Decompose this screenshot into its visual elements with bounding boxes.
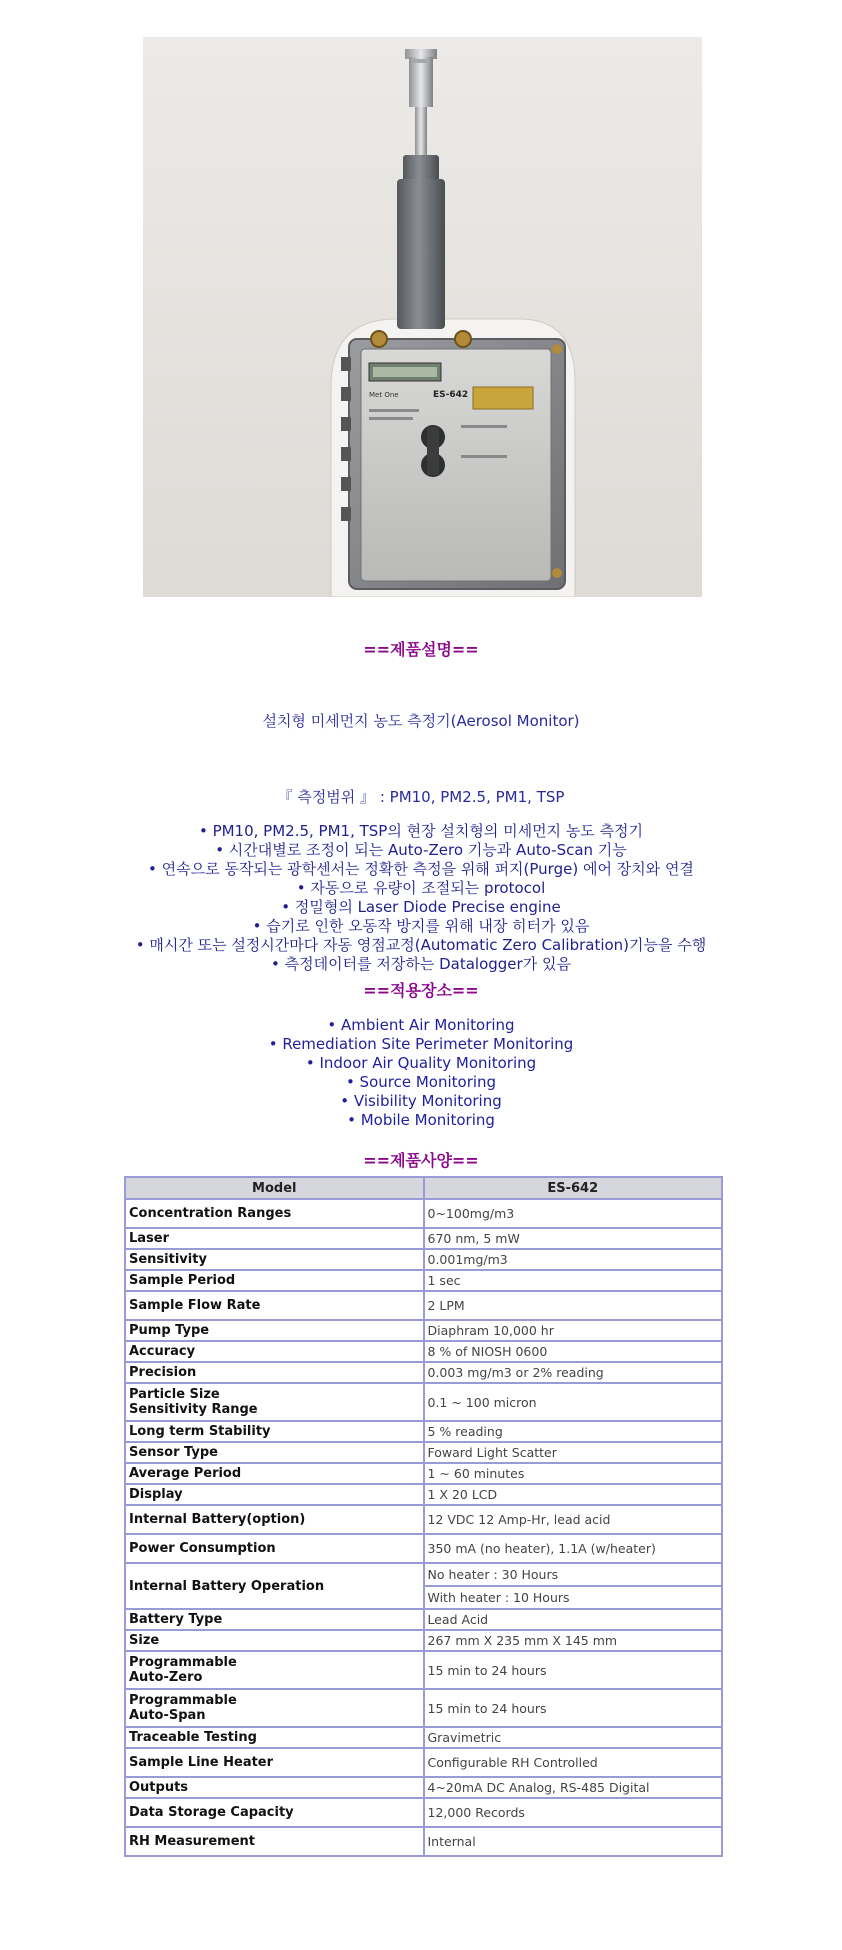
- spec-value: 15 min to 24 hours: [424, 1689, 723, 1727]
- spec-key: Accuracy: [125, 1341, 424, 1362]
- spec-value: 1 X 20 LCD: [424, 1484, 723, 1505]
- product-photo: [143, 37, 702, 597]
- spec-key: Traceable Testing: [125, 1727, 424, 1748]
- spec-value: 5 % reading: [424, 1421, 723, 1442]
- spec-row: [125, 1563, 722, 1586]
- product-name: 설치형 미세먼지 농도 측정기(Aerosol Monitor): [262, 712, 580, 730]
- spec-row: [125, 1651, 722, 1689]
- spec-table: [124, 1176, 723, 1857]
- feature-item: • 측정데이터를 저장하는 Datalogger가 있음: [271, 955, 571, 973]
- feature-item: • 매시간 또는 설정시간마다 자동 영점교정(Automatic Zero Calibration)기능을 수행: [135, 936, 707, 954]
- feature-item: • 시간대별로 조정이 되는 Auto-Zero 기능과 Auto-Scan 기능: [215, 841, 627, 859]
- spec-row: [125, 1609, 722, 1630]
- spec-value: Foward Light Scatter: [424, 1442, 723, 1463]
- spec-value: 1 ~ 60 minutes: [424, 1463, 723, 1484]
- spec-value: 12 VDC 12 Amp-Hr, lead acid: [424, 1505, 723, 1534]
- spec-key: Particle Size Sensitivity Range: [125, 1383, 424, 1421]
- spec-value: 0~100mg/m3: [424, 1199, 723, 1228]
- feature-item: • 정밀형의 Laser Diode Precise engine: [281, 898, 561, 916]
- spec-value: 15 min to 24 hours: [424, 1651, 723, 1689]
- device-model-label: ES-642: [433, 390, 469, 400]
- spec-row: [125, 1484, 722, 1505]
- spec-key: Concentration Ranges: [125, 1199, 424, 1228]
- spec-row: [125, 1689, 722, 1727]
- spec-key: Size: [125, 1630, 424, 1651]
- spec-value: 0.1 ~ 100 micron: [424, 1383, 723, 1421]
- application-item: • Indoor Air Quality Monitoring: [305, 1054, 537, 1072]
- spec-row: [125, 1534, 722, 1563]
- application-item: • Source Monitoring: [345, 1073, 497, 1091]
- spec-value: 8 % of NIOSH 0600: [424, 1341, 723, 1362]
- spec-key: Programmable Auto-Span: [125, 1689, 424, 1727]
- spec-row: [125, 1630, 722, 1651]
- spec-row: [125, 1383, 722, 1421]
- spec-section-title: ==제품사양==: [363, 1151, 479, 1170]
- spec-value: No heater : 30 Hours: [424, 1563, 723, 1586]
- spec-row: [125, 1362, 722, 1383]
- application-item: • Remediation Site Perimeter Monitoring: [268, 1035, 574, 1053]
- spec-key: Outputs: [125, 1777, 424, 1798]
- spec-key: Precision: [125, 1362, 424, 1383]
- spec-key: RH Measurement: [125, 1827, 424, 1856]
- spec-key: Display: [125, 1484, 424, 1505]
- spec-row: [125, 1463, 722, 1484]
- spec-value: 670 nm, 5 mW: [424, 1228, 723, 1249]
- spec-value: 0.001mg/m3: [424, 1249, 723, 1270]
- spec-row: [125, 1505, 722, 1534]
- feature-item: • 연속으로 동작되는 광학센서는 정확한 측정을 위해 퍼지(Purge) 에어 장치와 연결: [148, 860, 694, 878]
- spec-key: Sample Line Heater: [125, 1748, 424, 1777]
- spec-row: [125, 1777, 722, 1798]
- spec-value: Lead Acid: [424, 1609, 723, 1630]
- spec-header-row: [125, 1177, 722, 1199]
- spec-row: [125, 1748, 722, 1777]
- applications-section-title: ==적용장소==: [363, 981, 479, 1000]
- aerosol-monitor-illustration: [143, 37, 702, 597]
- feature-item: • 자동으로 유량이 조절되는 protocol: [296, 879, 546, 897]
- measurement-range: 『 측정범위 』 : PM10, PM2.5, PM1, TSP: [277, 788, 565, 806]
- spec-key: Battery Type: [125, 1609, 424, 1630]
- applications-list: [0, 1016, 842, 1130]
- spec-value: Configurable RH Controlled: [424, 1748, 723, 1777]
- feature-item: • PM10, PM2.5, PM1, TSP의 현장 설치형의 미세먼지 농도 측정기: [198, 822, 644, 840]
- spec-value: Gravimetric: [424, 1727, 723, 1748]
- spec-row: [125, 1270, 722, 1291]
- spec-row: [125, 1291, 722, 1320]
- spec-key: Sensor Type: [125, 1442, 424, 1463]
- spec-value: Diaphram 10,000 hr: [424, 1320, 723, 1341]
- application-item: • Visibility Monitoring: [340, 1092, 502, 1110]
- application-item: • Mobile Monitoring: [347, 1111, 495, 1129]
- spec-key: Programmable Auto-Zero: [125, 1651, 424, 1689]
- spec-key: Sample Flow Rate: [125, 1291, 424, 1320]
- spec-value: 0.003 mg/m3 or 2% reading: [424, 1362, 723, 1383]
- spec-key: Data Storage Capacity: [125, 1798, 424, 1827]
- spec-key: Long term Stability: [125, 1421, 424, 1442]
- spec-row: [125, 1442, 722, 1463]
- description-section-title: ==제품설명==: [363, 640, 479, 659]
- spec-value: 267 mm X 235 mm X 145 mm: [424, 1630, 723, 1651]
- spec-key: Average Period: [125, 1463, 424, 1484]
- spec-row: [125, 1827, 722, 1856]
- spec-key: Laser: [125, 1228, 424, 1249]
- spec-value: 12,000 Records: [424, 1798, 723, 1827]
- spec-value: 1 sec: [424, 1270, 723, 1291]
- spec-row: [125, 1727, 722, 1748]
- feature-item: • 습기로 인한 오동작 방지를 위해 내장 히터가 있음: [252, 917, 590, 935]
- spec-header-value: ES-642: [424, 1177, 723, 1199]
- spec-key: Sensitivity: [125, 1249, 424, 1270]
- spec-key: Pump Type: [125, 1320, 424, 1341]
- spec-key: Internal Battery Operation: [125, 1563, 424, 1609]
- spec-row: [125, 1341, 722, 1362]
- spec-value: Internal: [424, 1827, 723, 1856]
- application-item: • Ambient Air Monitoring: [327, 1016, 515, 1034]
- spec-value: 350 mA (no heater), 1.1A (w/heater): [424, 1534, 723, 1563]
- spec-key: Internal Battery(option): [125, 1505, 424, 1534]
- spec-row: [125, 1421, 722, 1442]
- spec-value: 4~20mA DC Analog, RS-485 Digital: [424, 1777, 723, 1798]
- spec-table-body: [125, 1199, 722, 1856]
- feature-list: [0, 822, 842, 974]
- spec-value: With heater : 10 Hours: [424, 1586, 723, 1609]
- spec-row: [125, 1320, 722, 1341]
- spec-value: 2 LPM: [424, 1291, 723, 1320]
- spec-row: [125, 1228, 722, 1249]
- spec-key: Power Consumption: [125, 1534, 424, 1563]
- spec-row: [125, 1199, 722, 1228]
- spec-row: [125, 1249, 722, 1270]
- device-brand-label: Met One: [369, 391, 399, 399]
- spec-row: [125, 1798, 722, 1827]
- spec-key: Sample Period: [125, 1270, 424, 1291]
- spec-header-model: Model: [125, 1177, 424, 1199]
